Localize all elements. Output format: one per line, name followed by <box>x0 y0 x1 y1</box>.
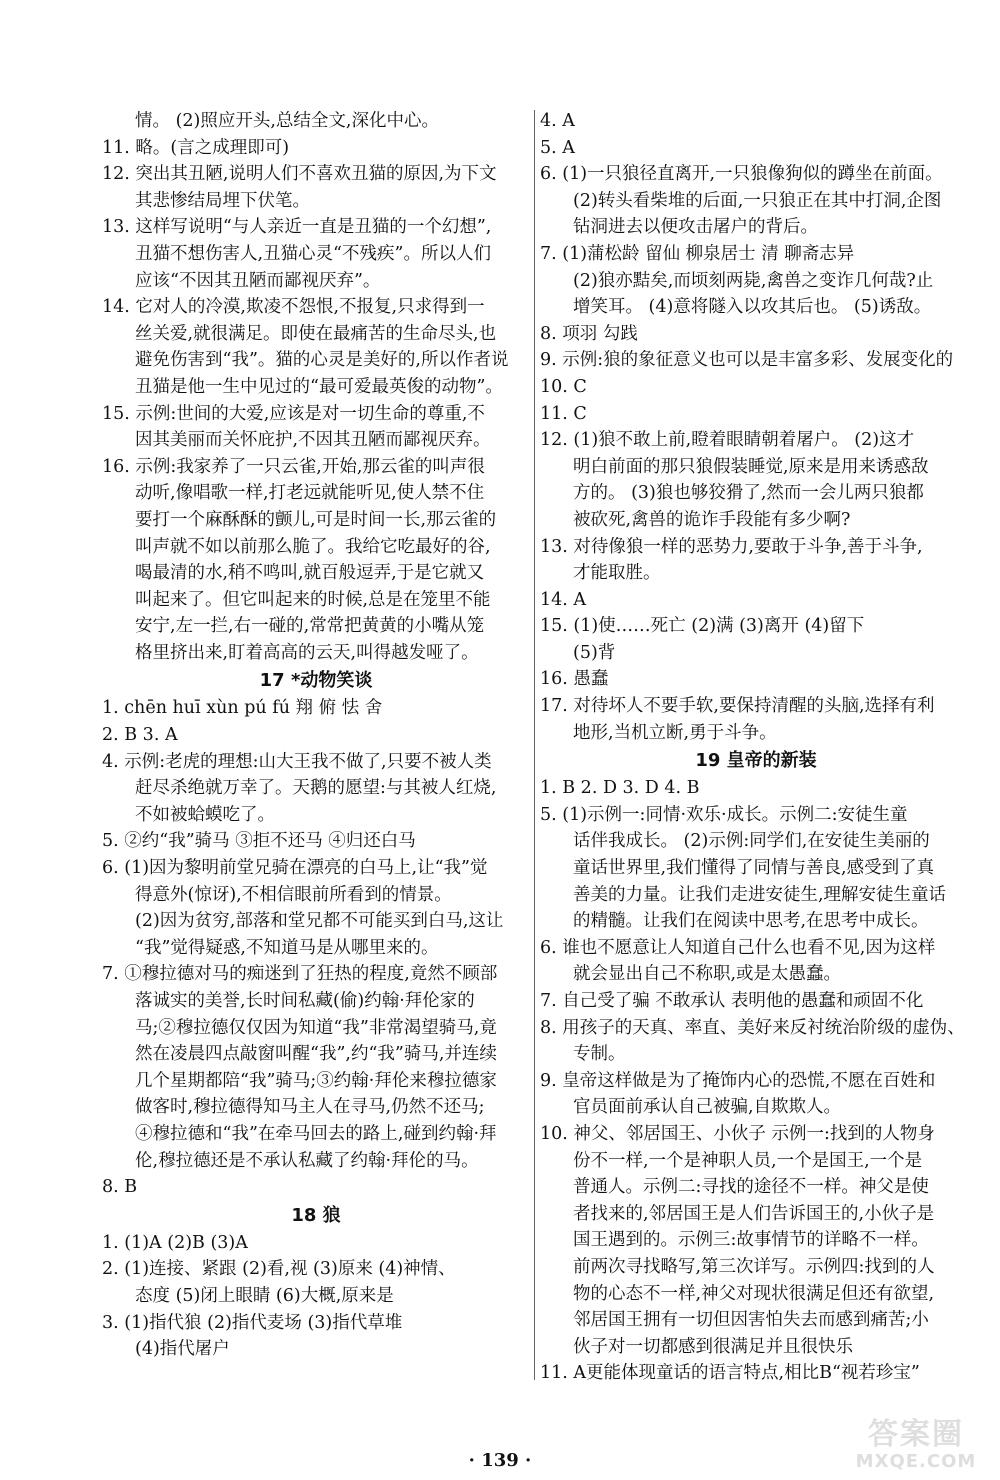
watermark-logo <box>838 1418 994 1476</box>
answer-line: 安宁,左一拦,右一碰的,常常把黄黄的小嘴从笼 <box>135 616 485 637</box>
answer-line: 13. 对待像狼一样的恶势力,要敢于斗争,善于斗争, <box>540 536 923 557</box>
answer-line: 应该“不因其丑陋而鄙视厌弃”。 <box>135 270 381 291</box>
answer-line: 前两次寻找略写,第三次详写。示例四:找到的人 <box>573 1256 935 1277</box>
answer-line: 态度 (5)闭上眼睛 (6)大概,原来是 <box>135 1285 394 1306</box>
answer-line: 者找来的,邻居国王是人们告诉国王的,小伙子是 <box>573 1203 935 1224</box>
answer-line: (5)背 <box>573 642 616 663</box>
answer-line: 因其美丽而关怀庇护,不因其丑陋而鄙视厌弃。 <box>135 430 491 451</box>
answer-line: 马;②穆拉德仅仅因为知道“我”非常渴望骑马,竟 <box>135 1017 497 1038</box>
answer-line: 伙子对一切都感到很满足并且很快乐 <box>573 1336 853 1357</box>
answer-line: 6. (1)一只狼径直离开,一只狼像狗似的蹲坐在前面。 <box>540 164 943 185</box>
answer-line: 叫声就不如以前那么脆了。我给它吃最好的谷, <box>135 536 491 557</box>
page-number: · 139 · <box>468 1450 532 1471</box>
answer-line: 11. 略。(言之成理即可) <box>102 137 290 158</box>
answer-line: 格里挤出来,盯着高高的云天,叫得越发哑了。 <box>135 642 479 663</box>
answer-line: 赶尽杀绝就万幸了。天鹅的愿望:与其被人红烧, <box>135 778 497 799</box>
answer-line: 话伴我成长。 (2)示例:同学们,在安徒生美丽的 <box>573 831 930 852</box>
answer-line: 2. (1)连接、紧跟 (2)看,视 (3)原来 (4)神情、 <box>102 1259 456 1280</box>
answer-line: 丑猫不想伤害人,丑猫心灵“不残疾”。所以人们 <box>135 243 491 264</box>
answer-line: 喝最清的水,稍不鸣叫,就百般逗弄,于是它就又 <box>135 563 485 584</box>
answer-line: (2)因为贫穷,部落和堂兄都不可能买到白马,这让 <box>135 911 504 932</box>
answer-line: 1. chēn huī xùn pú fú 翔 俯 怯 舍 <box>102 698 383 719</box>
answer-line: 动听,像唱歌一样,打老远就能听见,使人禁不住 <box>135 483 485 504</box>
answer-line: 物的心态不一样,神父对现状很满足但还有欲望, <box>573 1283 935 1304</box>
answer-line: 几个星期都陪“我”骑马;③约翰·拜伦来穆拉德家 <box>135 1070 497 1091</box>
answer-line: 8. 用孩子的天真、率直、美好来反衬统治阶级的虚伪、 <box>540 1017 965 1038</box>
left-column <box>102 108 530 1363</box>
answer-line: 6. (1)因为黎明前堂兄骑在漂亮的白马上,让“我”觉 <box>102 858 488 879</box>
right-column <box>540 108 972 1387</box>
answer-line: ④穆拉德和“我”在牵马回去的路上,碰到约翰·拜 <box>135 1123 497 1144</box>
answer-line: 丝关爱,就很满足。即使在最痛苦的生命尽头,也 <box>135 323 497 344</box>
answer-line: 2. B 3. A <box>102 725 178 746</box>
answer-line: 被砍死,禽兽的诡诈手段能有多少啊? <box>573 509 851 530</box>
answer-line: 7. 自己受了骗 不敢承认 表明他的愚蠢和顽固不化 <box>540 991 924 1011</box>
answer-line: 做客时,穆拉德得知马主人在寻马,仍然不还马; <box>135 1097 485 1118</box>
answer-line: 其悲惨结局埋下伏笔。 <box>135 190 310 211</box>
answer-line: 14. A <box>540 589 587 610</box>
answer-line: 15. (1)使……死亡 (2)满 (3)离开 (4)留下 <box>540 616 865 637</box>
answer-line: 12. (1)狼不敢上前,瞪着眼睛朝着屠户。 (2)这才 <box>540 430 915 451</box>
answer-line: 16. 愚蠢 <box>540 669 609 690</box>
answer-line: (2)狼亦黠矣,而顷刻两毙,禽兽之变诈几何哉?止 <box>573 270 934 291</box>
answer-line: 1. B 2. D 3. D 4. B <box>540 778 700 799</box>
answer-line: 得意外(惊讶),不相信眼前所看到的情景。 <box>135 884 452 905</box>
answer-line: 丑猫是他一生中见过的“最可爱最英俊的动物”。 <box>135 376 503 397</box>
answer-line: 12. 突出其丑陋,说明人们不喜欢丑猫的原因,为下文 <box>102 164 497 185</box>
answer-line: 专制。 <box>573 1044 626 1065</box>
answer-line: 10. C <box>540 376 587 397</box>
answer-line: 5. ②约“我”骑马 ③拒不还马 ④归还白马 <box>102 831 416 852</box>
answer-line: 17. 对待坏人不要手软,要保持清醒的头脑,选择有利 <box>540 696 935 717</box>
answer-line: 落诚实的美誉,长时间私藏(偷)约翰·拜伦家的 <box>135 991 475 1011</box>
answer-line: 8. B <box>102 1177 138 1198</box>
answer-line: 普通人。示例二:寻找的途径不一样。神父是使 <box>573 1177 929 1198</box>
answer-line: 9. 皇帝这样做是为了掩饰内心的恐慌,不愿在百姓和 <box>540 1070 936 1091</box>
answer-line: (4)指代屠户 <box>135 1339 230 1360</box>
answer-line: 13. 这样写说明“与人亲近一直是丑猫的一个幻想”, <box>102 217 492 238</box>
answer-line: 6. 谁也不愿意让人知道自己什么也看不见,因为这样 <box>540 937 936 958</box>
answer-line: 伦,穆拉德还是不承认私藏了约翰·拜伦的马。 <box>135 1150 479 1171</box>
answer-line: 15. 示例:世间的大爱,应该是对一切生命的尊重,不 <box>102 403 485 424</box>
answer-line: 3. (1)指代狼 (2)指代麦场 (3)指代草堆 <box>102 1312 403 1333</box>
answer-line: 官员面前承认自己被骗,自欺欺人。 <box>573 1097 842 1118</box>
answer-line: 的精髓。让我们在阅读中思考,在思考中成长。 <box>573 911 929 932</box>
answer-line: 增笑耳。 (4)意将隧入以攻其后也。 (5)诱敌。 <box>573 297 932 318</box>
answer-line: 份不一样,一个是神职人员,一个是国王,一个是 <box>573 1150 923 1171</box>
watermark-line-2: MXQE.COM <box>855 1451 977 1472</box>
answer-line: 童话世界里,我们懂得了同情与善良,感受到了真 <box>573 858 935 879</box>
answer-line: 5. (1)示例一:同情·欢乐·成长。示例二:安徒生童 <box>540 804 908 825</box>
answer-line: 不如被蛤蟆吃了。 <box>135 804 275 825</box>
answer-line: 国王遇到的。示例三:故事情节的详略不一样。 <box>573 1230 929 1251</box>
section-heading: 17 *动物笑谈 <box>259 670 373 692</box>
answer-line: 11. C <box>540 403 587 424</box>
answer-line: 地形,当机立断,勇于斗争。 <box>573 722 777 743</box>
answer-line: “我”觉得疑惑,不知道马是从哪里来的。 <box>135 937 439 958</box>
answer-line: 然在凌晨四点敲窗叫醒“我”,约“我”骑马,并连续 <box>135 1044 497 1065</box>
answer-line: 11. A更能体现童话的语言特点,相比B“视若珍宝” <box>540 1363 920 1384</box>
answer-line: 7. ①穆拉德对马的痴迷到了狂热的程度,竟然不顾部 <box>102 964 498 985</box>
answer-line: 9. 示例:狼的象征意义也可以是丰富多彩、发展变化的 <box>540 350 954 371</box>
answer-line: 16. 示例:我家养了一只云雀,开始,那云雀的叫声很 <box>102 456 485 477</box>
watermark-line-1: 答案圈 <box>868 1417 964 1452</box>
answer-line: 方的。 (3)狼也够狡猾了,然而一会儿两只狼都 <box>573 483 924 504</box>
answer-line: 4. 示例:老虎的理想:山大王我不做了,只要不被人类 <box>102 751 492 772</box>
answer-line: 避免伤害到“我”。猫的心灵是美好的,所以作者说 <box>135 350 509 371</box>
answer-line: (2)转头看柴堆的后面,一只狼正在其中打洞,企图 <box>573 190 942 211</box>
answer-line: 5. A <box>540 137 575 158</box>
section-heading: 19 皇帝的新装 <box>695 750 817 772</box>
answer-line: 1. (1)A (2)B (3)A <box>102 1232 248 1253</box>
answer-line: 邻居国王拥有一切但因害怕失去而感到痛苦;小 <box>573 1310 929 1331</box>
answer-line: 明白前面的那只狼假装睡觉,原来是用来诱惑敌 <box>573 456 929 477</box>
section-heading: 18 狼 <box>291 1204 341 1226</box>
answer-line: 善美的力量。让我们走进安徒生,理解安徒生童话 <box>573 884 947 905</box>
answer-line: 要打一个麻酥酥的颤儿,可是时间一长,那云雀的 <box>135 509 497 530</box>
answer-line: 8. 项羽 勾践 <box>540 323 638 344</box>
answer-line: 叫起来了。但它叫起来的时候,总是在笼里不能 <box>135 589 491 610</box>
answer-line: 4. A <box>540 111 575 131</box>
answer-line: 才能取胜。 <box>573 563 661 584</box>
answer-line: 情。 (2)照应开头,总结全文,深化中心。 <box>135 111 439 131</box>
answer-line: 14. 它对人的冷漠,欺凌不怨恨,不报复,只求得到一 <box>102 297 485 318</box>
answer-line: 就会显出自己不称职,或是太愚蠢。 <box>573 964 842 985</box>
answer-line: 钻洞进去以便攻击屠户的背后。 <box>573 217 818 238</box>
answer-line: 10. 神父、邻居国王、小伙子 示例一:找到的人物身 <box>540 1123 935 1144</box>
column-divider <box>534 110 535 1380</box>
answer-line: 7. (1)蒲松龄 留仙 柳泉居士 清 聊斋志异 <box>540 243 855 264</box>
